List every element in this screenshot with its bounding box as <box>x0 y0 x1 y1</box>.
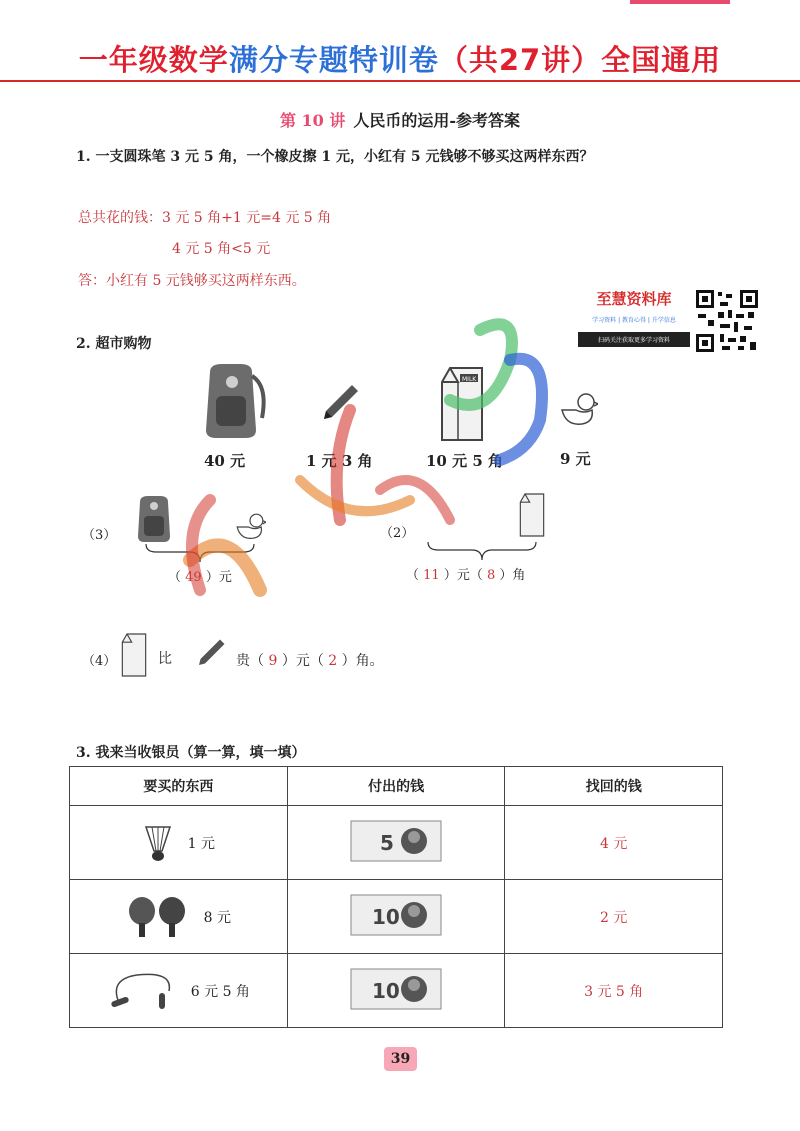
backpack-small-icon <box>128 494 180 544</box>
price-duck: 9 元 <box>560 450 591 468</box>
table-header-row <box>70 767 723 806</box>
pencil-compare-icon <box>196 638 226 668</box>
header-paid: 付出的钱 <box>287 767 505 806</box>
sub3-brace <box>144 542 256 564</box>
milk-compare-icon <box>120 630 148 680</box>
sub3-value: 49 <box>185 570 202 585</box>
q1-question: 1. 一支圆珠笔 3 元 5 角，一个橡皮擦 1 元，小红有 5 元钱够不够买这两样东西？ <box>76 149 594 165</box>
cashier-table <box>69 766 723 1028</box>
rubber-duck-icon <box>558 392 598 428</box>
sub2-value2: 8 <box>487 568 496 583</box>
banknote-10-icon <box>350 968 442 1010</box>
qr-code-icon[interactable] <box>694 288 760 354</box>
lesson-number: 第 10 讲 <box>279 111 346 130</box>
sub2-value1: 11 <box>423 568 440 583</box>
price-pencil: 1 元 3 角 <box>306 452 373 470</box>
q1-answer-line1: 总共花的钱：3 元 5 角+1 元=4 元 5 角 <box>78 210 332 226</box>
item-cell <box>70 954 288 1028</box>
q1-answer-line3: 答：小红有 5 元钱够买这两样东西。 <box>78 273 306 289</box>
sub4-answer: 贵（ 9 ）元（ 2 ）角。 <box>236 653 384 669</box>
svg-text:10: 10 <box>372 978 400 1003</box>
shuttlecock-icon <box>142 823 174 863</box>
item-price: 1 元 <box>187 835 216 852</box>
sub2-brace <box>426 540 538 562</box>
page-banner: 一年级数学满分专题特训卷（共27讲）全国通用 <box>78 43 722 77</box>
sub4-value2: 2 <box>328 653 338 669</box>
backpack-icon <box>190 362 272 442</box>
lesson-title <box>0 108 800 131</box>
banner-divider <box>0 80 800 82</box>
price-backpack: 40 元 <box>204 452 246 470</box>
milk-small-icon <box>518 488 546 542</box>
change-cell: 4 元 <box>505 806 723 880</box>
ping-pong-paddles-icon <box>126 895 190 939</box>
sub2-label: （2） <box>380 526 415 541</box>
svg-text:10: 10 <box>372 904 400 929</box>
item-cell <box>70 880 288 954</box>
banknote-10-icon <box>350 894 442 936</box>
sub4-value1: 9 <box>268 653 278 669</box>
header-item: 要买的东西 <box>70 767 288 806</box>
svg-text:MILK: MILK <box>462 376 477 383</box>
paid-cell <box>287 954 505 1028</box>
q2-title: 2. 超市购物 <box>76 336 152 352</box>
table-row <box>70 880 723 954</box>
change-cell: 2 元 <box>505 880 723 954</box>
table-row <box>70 954 723 1028</box>
change-cell: 3 元 5 角 <box>505 954 723 1028</box>
duck-small-icon <box>234 512 266 542</box>
header-change: 找回的钱 <box>505 767 723 806</box>
jump-rope-icon <box>107 969 177 1013</box>
paid-cell <box>287 880 505 954</box>
sub2-answer: （ 11 ）元（ 8 ）角 <box>406 568 526 583</box>
page-number: 39 <box>384 1047 417 1071</box>
promo-tags: 学习资料 | 教育心得 | 升学信息 <box>592 317 676 324</box>
table-row <box>70 806 723 880</box>
item-cell <box>70 806 288 880</box>
banknote-5-icon <box>350 820 442 862</box>
promo-cta: 扫码关注获取更多学习资料 <box>578 332 690 347</box>
q1-answer-line2: 4 元 5 角<5 元 <box>172 241 271 257</box>
item-price: 6 元 5 角 <box>190 983 250 1000</box>
sub4-compare: 比 <box>158 651 172 667</box>
sub3-label: （3） <box>82 528 117 543</box>
sub3-answer: （ 49 ）元 <box>168 570 232 585</box>
svg-text:5: 5 <box>380 830 394 855</box>
item-price: 8 元 <box>203 909 232 926</box>
q3-title: 3. 我来当收银员（算一算，填一填） <box>76 745 306 761</box>
pencil-icon <box>320 383 360 423</box>
promo-brand: 至慧资料库 <box>596 290 672 308</box>
milk-carton-icon <box>438 366 486 442</box>
sub4-label: （4） <box>82 654 117 669</box>
lesson-heading: 人民币的运用-参考答案 <box>353 111 521 130</box>
top-accent-bar <box>630 0 730 4</box>
paid-cell <box>287 806 505 880</box>
price-milk: 10 元 5 角 <box>426 452 503 470</box>
promo-box <box>578 282 690 360</box>
